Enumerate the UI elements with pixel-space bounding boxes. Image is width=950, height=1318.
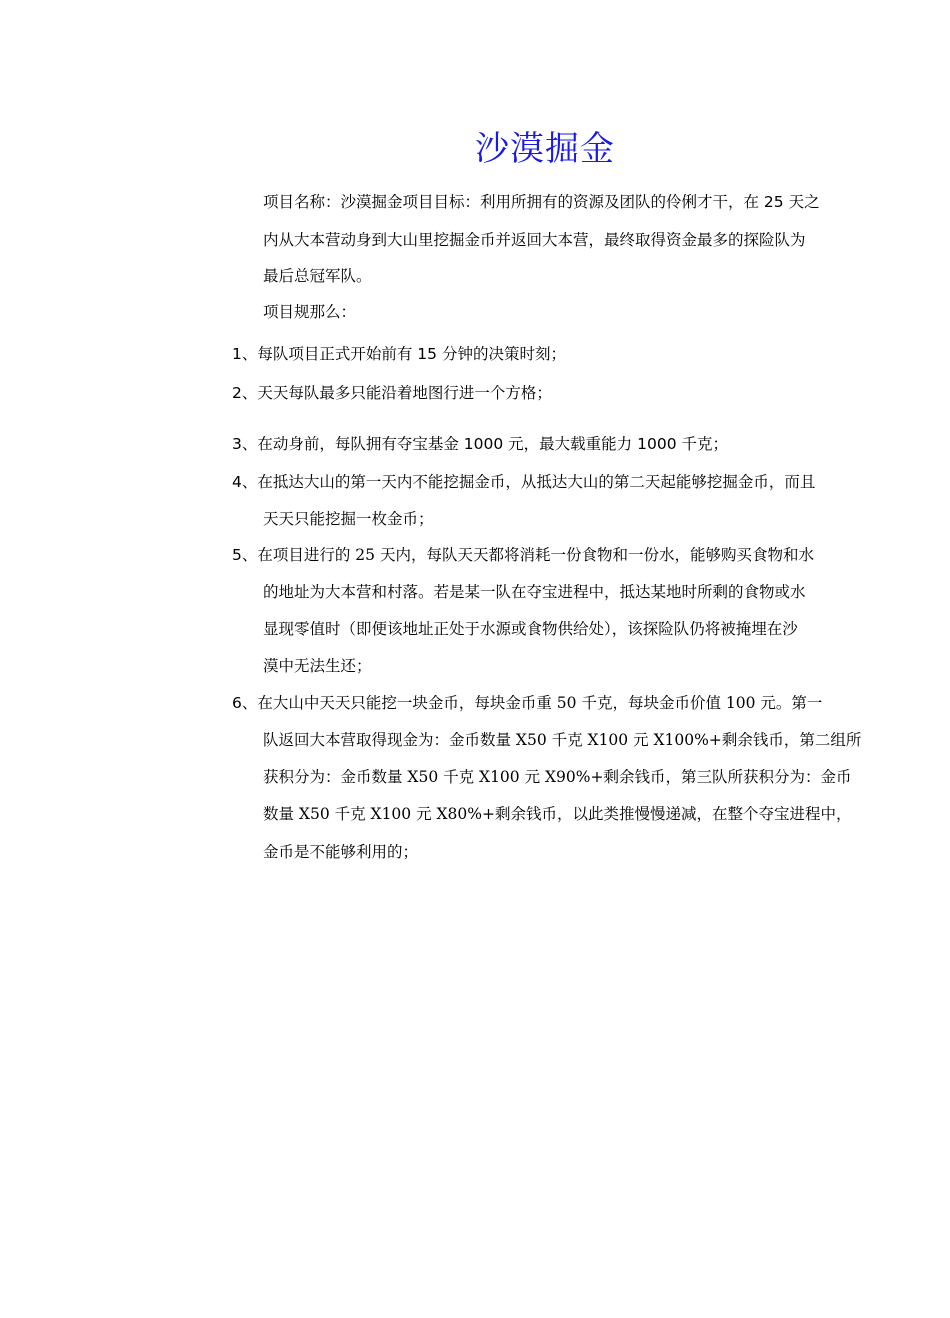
rule-text: 在大山中天天只能挖一块金币，每块金币重 50 千克，每块金币价值 100 元。第一 bbox=[257, 694, 823, 712]
rule-number: 5、 bbox=[232, 546, 258, 564]
rule-text: 每队项目正式开始前有 15 分钟的决策时刻； bbox=[257, 345, 566, 363]
rule-number: 3、 bbox=[232, 435, 258, 453]
rule-5-line-4: 漠中无法生还； bbox=[263, 657, 372, 675]
rule-number: 2、 bbox=[232, 384, 258, 402]
rule-6-line-2: 队返回大本营取得现金为：金币数量 X50 千克 X100 元 X100%+剩余钱币，第二组所 bbox=[263, 731, 862, 749]
intro-line-3: 最后总冠军队。 bbox=[263, 267, 372, 285]
rule-5-line-3: 显现零值时（即便该地址正处于水源或食物供给处），该探险队仍将被掩埋在沙 bbox=[263, 620, 798, 638]
rule-text: 在项目进行的 25 天内，每队天天都将消耗一份食物和一份水，能够购买食物和水 bbox=[257, 546, 814, 564]
document-title: 沙漠掘金 bbox=[475, 129, 615, 169]
rule-number: 6、 bbox=[232, 694, 258, 712]
intro-line-1: 项目名称：沙漠掘金项目目标：利用所拥有的资源及团队的伶俐才干，在 25 天之 bbox=[263, 193, 820, 211]
rule-5 bbox=[232, 543, 814, 567]
rule-5-line-2: 的地址为大本营和村落。若是某一队在夺宝进程中，抵达某地时所剩的食物或水 bbox=[263, 583, 806, 601]
rule-6-line-3: 获积分为：金币数量 X50 千克 X100 元 X90%+剩余钱币，第三队所获积分为：金币 bbox=[263, 768, 852, 786]
rule-text: 在动身前，每队拥有夺宝基金 1000 元，最大载重能力 1000 千克； bbox=[257, 435, 728, 453]
rule-1 bbox=[232, 342, 566, 366]
rule-text: 在抵达大山的第一天内不能挖掘金币，从抵达大山的第二天起能够挖掘金币，而且 bbox=[257, 473, 816, 491]
rules-heading: 项目规那么： bbox=[263, 303, 357, 321]
rule-6 bbox=[232, 691, 822, 715]
rule-6-line-5: 金币是不能够利用的； bbox=[263, 843, 419, 861]
rule-number: 4、 bbox=[232, 473, 258, 491]
rule-text: 天天每队最多只能沿着地图行进一个方格； bbox=[257, 384, 552, 402]
rule-6-line-4: 数量 X50 千克 X100 元 X80%+剩余钱币，以此类推慢慢递减，在整个夺宝进程中， bbox=[263, 805, 852, 823]
rule-number: 1、 bbox=[232, 345, 258, 363]
rule-4 bbox=[232, 470, 815, 494]
rule-3 bbox=[232, 432, 728, 456]
rule-2 bbox=[232, 381, 552, 405]
rule-4-line-2: 天天只能挖掘一枚金币； bbox=[263, 510, 434, 528]
intro-line-2: 内从大本营动身到大山里挖掘金币并返回大本营，最终取得资金最多的探险队为 bbox=[263, 231, 806, 249]
